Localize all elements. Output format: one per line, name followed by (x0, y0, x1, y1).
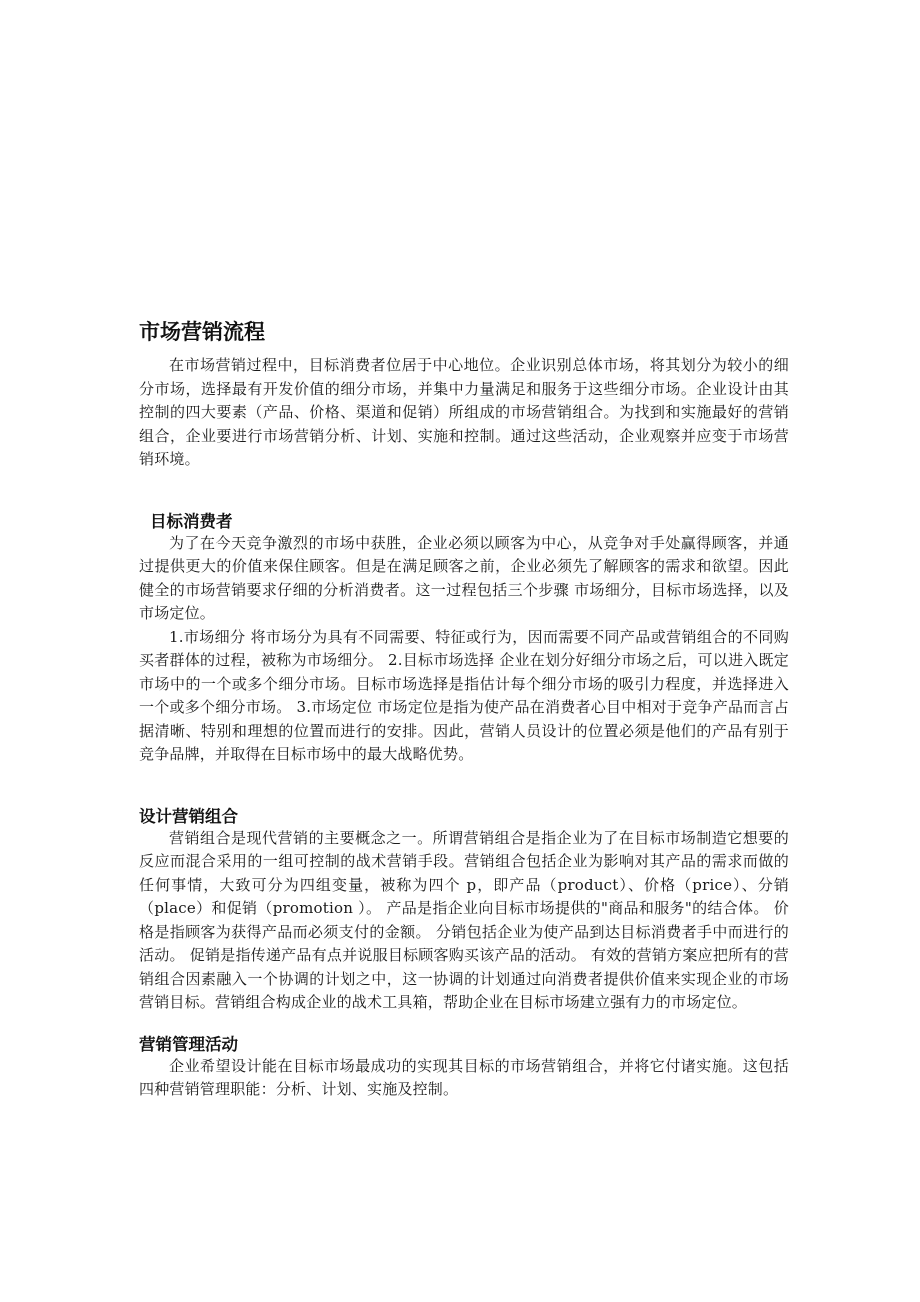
document-page (139, 316, 789, 1102)
section-1-paragraph-2: 1.市场细分 将市场分为具有不同需要、特征或行为，因而需要不同产品或营销组合的不同购买者群体的过程，被称为市场细分。 2.目标市场选择 企业在划分好细分市场之后，可以进入既定市场中的一个或多个细分市场。目标市场选择是指估计每个细分市场的吸引力程度，并选择进入一个或多个细分市场。 3.市场定位 市场定位是指为使产品在消费者心目中相对于竞争产品而言占据清晰、特别和理想的位置而进行的安排。因此，营销人员设计的位置必须是他们的产品有别于竞争品牌，并取得在目标市场中的最大战略优势。 (139, 627, 789, 763)
section-3-paragraph-1: 企业希望设计能在目标市场最成功的实现其目标的市场营销组合，并将它付诸实施。这包括四种营销管理职能：分析、计划、实施及控制。 (139, 1056, 789, 1098)
section-heading-target-consumer: 目标消费者 (150, 511, 233, 531)
intro-paragraph: 在市场营销过程中，目标消费者位居于中心地位。企业识别总体市场，将其划分为较小的细分市场，选择最有开发价值的细分市场，并集中力量满足和服务于这些细分市场。企业设计由其控制的四大要素（产品、价格、渠道和促销）所组成的市场营销组合。为找到和实施最好的营销组合，企业要进行市场营销分析、计划、实施和控制。通过这些活动，企业观察并应变于市场营销环境。 (139, 356, 789, 468)
section-heading-management-activities: 营销管理活动 (139, 1034, 238, 1054)
section-heading-marketing-mix: 设计营销组合 (139, 806, 238, 826)
section-1-paragraph-1: 为了在今天竞争激烈的市场中获胜，企业必须以顾客为中心，从竞争对手处赢得顾客，并通过提供更大的价值来保住顾客。但是在满足顾客之前，企业必须先了解顾客的需求和欲望。因此健全的市场营销要求仔细的分析消费者。这一过程包括三个步骤 市场细分，目标市场选择，以及市场定位。 (139, 533, 789, 622)
document-title: 市场营销流程 (139, 320, 265, 344)
section-2-paragraph-1: 营销组合是现代营销的主要概念之一。所谓营销组合是指企业为了在目标市场制造它想要的反应而混合采用的一组可控制的战术营销手段。营销组合包括企业为影响对其产品的需求而做的任何事情，大致可分为四组变量，被称为四个 p，即产品（product）、价格（price）、分销（place）和促销（promotion ）。 产品是指企业向目标市场提供的"商品和服务"的结合体。 价格是指顾客为获得产品而必须支付的金额。 分销包括企业为使产品到达目标消费者手中而进行的活动。 促销是指传递产品有点并说服目标顾客购买该产品的活动。 有效的营销方案应把所有的营销组合因素融入一个协调的计划之中，这一协调的计划通过向消费者提供价值来实现企业的市场营销目标。营销组合构成企业的战术工具箱，帮助企业在目标市场建立强有力的市场定位。 (139, 828, 789, 1011)
